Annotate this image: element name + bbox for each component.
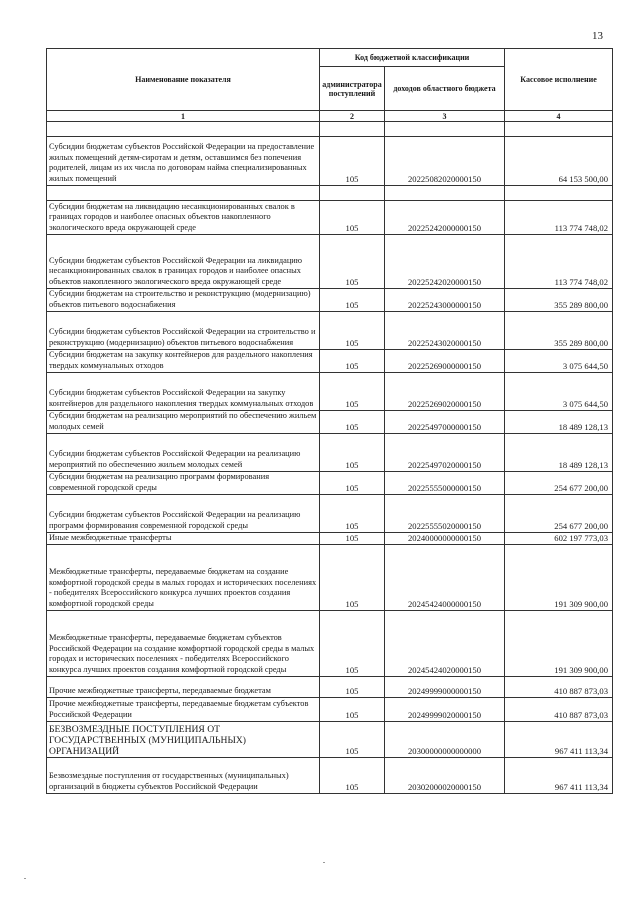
row-admin: 105 (320, 545, 385, 611)
table-row (47, 235, 613, 289)
row-amount: 410 887 873,03 (505, 698, 613, 722)
row-amount: 64 153 500,00 (505, 137, 613, 186)
row-admin: 105 (320, 312, 385, 350)
row-code: 20245424020000150 (385, 611, 505, 677)
table-row (47, 289, 613, 312)
row-code: 20225555000000150 (385, 472, 505, 495)
header-income: доходов областного бюджета (385, 67, 505, 111)
row-amount: 113 774 748,02 (505, 235, 613, 289)
row-name: БЕЗВОЗМЕЗДНЫЕ ПОСТУПЛЕНИЯ ОТ ГОСУДАРСТВЕННЫХ (МУНИЦИПАЛЬНЫХ) ОРГАНИЗАЦИЙ (47, 722, 320, 758)
table-row (47, 611, 613, 677)
row-name: Субсидии бюджетам субъектов Российской Федерации на строительство и реконструкцию (модернизацию) объектов питьевого водоснабжения (47, 312, 320, 350)
row-code: 20302000020000150 (385, 758, 505, 794)
table-row (47, 698, 613, 722)
row-code: 20300000000000000 (385, 722, 505, 758)
row-amount: 967 411 113,34 (505, 722, 613, 758)
scan-mark (323, 862, 325, 863)
col-number-2: 2 (320, 111, 385, 122)
row-admin: 105 (320, 373, 385, 411)
table-row (47, 350, 613, 373)
row-admin: 105 (320, 137, 385, 186)
spacer-row (47, 122, 613, 137)
row-amount: 410 887 873,03 (505, 677, 613, 698)
row-code: 20225555020000150 (385, 495, 505, 533)
table-row (47, 434, 613, 472)
row-name: Субсидии бюджетам на строительство и реконструкцию (модернизацию) объектов питьевого водоснабжения (47, 289, 320, 312)
table-row (47, 472, 613, 495)
row-admin: 105 (320, 495, 385, 533)
col-number-3: 3 (385, 111, 505, 122)
row-code: 20225269000000150 (385, 350, 505, 373)
row-admin: 105 (320, 434, 385, 472)
table-row (47, 373, 613, 411)
row-admin: 105 (320, 235, 385, 289)
row-amount: 3 075 644,50 (505, 350, 613, 373)
revenue-table (46, 48, 613, 794)
row-code: 20240000000000150 (385, 533, 505, 545)
row-name: Субсидии бюджетам субъектов Российской Федерации на ликвидацию несанкционированных свалок в границах городов и наиболее опасных объектов накопленного экологического вреда окружающей среде (47, 235, 320, 289)
row-admin: 105 (320, 472, 385, 495)
header-name: Наименование показателя (47, 49, 320, 111)
row-amount: 254 677 200,00 (505, 495, 613, 533)
row-name: Субсидии бюджетам на реализацию мероприятий по обеспечению жильем молодых семей (47, 411, 320, 434)
row-admin: 105 (320, 411, 385, 434)
header-execution: Кассовое исполнение (505, 49, 613, 111)
table-row (47, 758, 613, 794)
row-name: Субсидии бюджетам субъектов Российской Федерации на закупку контейнеров для раздельного накопления твердых коммунальных отходов (47, 373, 320, 411)
row-name: Субсидии бюджетам субъектов Российской Федерации на реализацию мероприятий по обеспечению жильем молодых семей (47, 434, 320, 472)
row-code: 20225497020000150 (385, 434, 505, 472)
row-name: Субсидии бюджетам субъектов Российской Федерации на реализацию программ формирования современной городской среды (47, 495, 320, 533)
page-number: 13 (592, 30, 603, 42)
row-code: 20245424000000150 (385, 545, 505, 611)
table-row (47, 201, 613, 235)
scan-mark (24, 878, 26, 879)
table-row (47, 411, 613, 434)
row-code: 20225269020000150 (385, 373, 505, 411)
row-amount: 18 489 128,13 (505, 411, 613, 434)
row-admin: 105 (320, 611, 385, 677)
row-admin: 105 (320, 758, 385, 794)
row-code: 20249999000000150 (385, 677, 505, 698)
header-admin: администратора поступлений (320, 67, 385, 111)
row-amount: 3 075 644,50 (505, 373, 613, 411)
row-name: Субсидии бюджетам на ликвидацию несанкционированных свалок в границах городов и наиболее опасных объектов накопленного экологического вреда окружающей среде (47, 201, 320, 235)
row-amount: 191 309 900,00 (505, 611, 613, 677)
row-admin: 105 (320, 201, 385, 235)
row-amount: 355 289 800,00 (505, 289, 613, 312)
row-code: 20225082020000150 (385, 137, 505, 186)
header-code-group: Код бюджетной классификации (320, 49, 505, 67)
row-amount: 113 774 748,02 (505, 201, 613, 235)
row-admin: 105 (320, 533, 385, 545)
row-admin: 105 (320, 698, 385, 722)
row-admin: 105 (320, 722, 385, 758)
row-amount: 967 411 113,34 (505, 758, 613, 794)
row-amount: 18 489 128,13 (505, 434, 613, 472)
spacer-row (47, 186, 613, 201)
col-number-4: 4 (505, 111, 613, 122)
row-name: Субсидии бюджетам на реализацию программ формирования современной городской среды (47, 472, 320, 495)
row-code: 20225242020000150 (385, 235, 505, 289)
table-row (47, 533, 613, 545)
row-code: 20225243020000150 (385, 312, 505, 350)
row-amount: 355 289 800,00 (505, 312, 613, 350)
row-code: 20225243000000150 (385, 289, 505, 312)
row-name: Субсидии бюджетам субъектов Российской Федерации на предоставление жилых помещений детям-сиротам и детям, оставшимся без попечения родителей, лицам из их числа по договорам найма специализированных жилых помещений (47, 137, 320, 186)
table-row (47, 137, 613, 186)
row-amount: 602 197 773,03 (505, 533, 613, 545)
table-row (47, 722, 613, 758)
row-name: Безвозмездные поступления от государственных (муниципальных) организаций в бюджеты субъектов Российской Федерации (47, 758, 320, 794)
row-code: 20249999020000150 (385, 698, 505, 722)
table-row (47, 495, 613, 533)
row-code: 20225242000000150 (385, 201, 505, 235)
row-code: 20225497000000150 (385, 411, 505, 434)
row-amount: 254 677 200,00 (505, 472, 613, 495)
row-admin: 105 (320, 289, 385, 312)
row-name: Межбюджетные трансферты, передаваемые бюджетам субъектов Российской Федерации на создание комфортной городской среды в малых городах и исторических поселениях - победителях Всероссийского конкурса лучших проектов создания комфортной городской среды (47, 611, 320, 677)
row-name: Прочие межбюджетные трансферты, передаваемые бюджетам (47, 677, 320, 698)
table-row (47, 677, 613, 698)
row-name: Субсидии бюджетам на закупку контейнеров для раздельного накопления твердых коммунальных отходов (47, 350, 320, 373)
row-name: Иные межбюджетные трансферты (47, 533, 320, 545)
table-row (47, 312, 613, 350)
row-admin: 105 (320, 677, 385, 698)
row-amount: 191 309 900,00 (505, 545, 613, 611)
row-name: Межбюджетные трансферты, передаваемые бюджетам на создание комфортной городской среды в малых городах и исторических поселениях - победителях Всероссийского конкурса лучших проектов создания комфортной городской среды (47, 545, 320, 611)
col-number-1: 1 (47, 111, 320, 122)
row-admin: 105 (320, 350, 385, 373)
row-name: Прочие межбюджетные трансферты, передаваемые бюджетам субъектов Российской Федерации (47, 698, 320, 722)
table-row (47, 545, 613, 611)
